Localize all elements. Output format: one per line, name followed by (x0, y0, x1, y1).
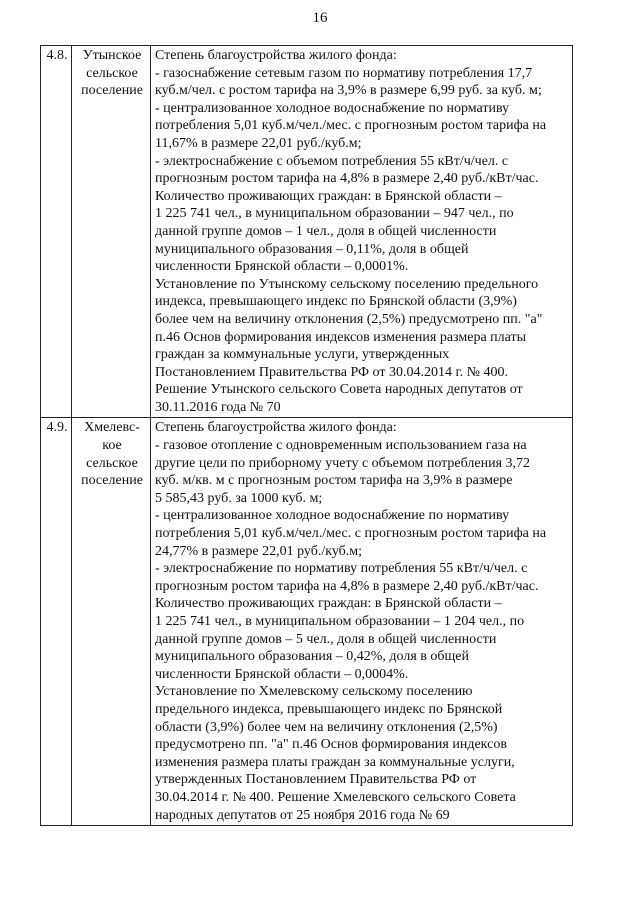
description-line: 24,77% в размере 22,01 руб./куб.м; (155, 543, 363, 559)
page-number: 16 (312, 10, 328, 26)
description-line: народных депутатов от 25 ноября 2016 года № 69 (155, 807, 450, 823)
description-line: - централизованное холодное водоснабжение по нормативу (155, 100, 510, 116)
description-line: - централизованное холодное водоснабжение по нормативу (155, 508, 510, 524)
description-line: Постановлением Правительства РФ от 30.04.2014 г. № 400. (155, 364, 509, 380)
description-line: Степень благоустройства жилого фонда: (155, 48, 397, 63)
description-line: 30.11.2016 года № 70 (155, 399, 281, 415)
description-cell (151, 418, 573, 826)
description-line: численности Брянской области – 0,0004%. (155, 666, 409, 682)
description-line: более чем на величину отклонения (2,5%) предусмотрено пп. "а" (155, 311, 543, 327)
description-line: куб.м/чел. с ростом тарифа на 3,9% в размере 6,99 руб. за куб. м; (155, 83, 542, 99)
description-line: области (3,9%) более чем на величину отклонения (2,5%) (155, 719, 498, 735)
row-number-cell: 4.9. (41, 418, 72, 826)
description-line: 1 225 741 чел., в муниципальном образовании – 1 204 чел., по (155, 614, 525, 629)
settlement-cell (72, 418, 151, 826)
description-line: изменения размера платы граждан за коммунальные услуги, (155, 754, 515, 770)
description-line: утвержденных Постановлением Правительства РФ от (155, 772, 477, 788)
description-line: предусмотрено пп. "а" п.46 Основ формирования индексов (155, 737, 507, 753)
description-line: Количество проживающих граждан: в Брянской области – (155, 596, 502, 612)
description-line: данной группе домов – 5 чел., доля в общей численности (155, 631, 497, 647)
settlement-name-line: поселение (81, 473, 143, 489)
description-line: - электроснабжение по нормативу потребления 55 кВт/ч/чел. с (155, 561, 528, 577)
description-line: п.46 Основ формирования индексов изменения размера платы (155, 329, 527, 345)
table-row (41, 46, 573, 418)
description-line: - электроснабжение с объемом потребления 55 кВт/ч/чел. с (155, 153, 509, 169)
description-line: предельного индекса, превышающего индекс по Брянской (155, 701, 503, 717)
description-line: Установление по Утынскому сельскому поселению предельного (155, 276, 539, 292)
description-line: 11,67% в размере 22,01 руб./куб.м; (155, 135, 362, 151)
description-line: численности Брянской области – 0,0001%. (155, 259, 409, 275)
description-line: 5 585,43 руб. за 1000 куб. м; (155, 490, 323, 506)
settlement-name-line: поселение (81, 83, 143, 99)
table-body (41, 46, 573, 826)
description-line: другие цели по приборному учету с объемом потребления 3,72 (155, 455, 531, 471)
description-line: потребления 5,01 куб.м/чел./мес. с прогнозным ростом тарифа на (155, 118, 547, 134)
description-line: Установление по Хмелевскому сельскому поселению (155, 684, 473, 700)
description-line: Количество проживающих граждан: в Брянской области – (155, 188, 502, 204)
settlement-name-line: сельское (86, 455, 138, 471)
settlement-name-line: кое (102, 438, 122, 454)
settlement-name-line: сельское (86, 65, 138, 81)
row-number-cell: 4.8. (41, 46, 72, 418)
tariff-table (40, 45, 573, 826)
description-line: индекса, превышающего индекс по Брянской области (3,9%) (155, 294, 517, 310)
description-line: муниципального образования – 0,42%, доля в общей (155, 649, 470, 665)
description-cell (151, 46, 573, 418)
settlement-cell (72, 46, 151, 418)
description-line: - газоснабжение сетевым газом по нормативу потребления 17,7 (155, 65, 533, 81)
description-line: Степень благоустройства жилого фонда: (155, 420, 397, 436)
description-line: граждан за коммунальные услуги, утвержденных (155, 347, 450, 363)
description-line: данной группе домов – 1 чел., доля в общей численности (155, 223, 497, 239)
description-line: 1 225 741 чел., в муниципальном образовании – 947 чел., по (155, 206, 514, 222)
table-row (41, 418, 573, 826)
description-line: прогнозным ростом тарифа на 4,8% в размере 2,40 руб./кВт/час. (155, 171, 539, 187)
description-line: 30.04.2014 г. № 400. Решение Хмелевского сельского Совета (155, 789, 516, 805)
description-line: Решение Утынского сельского Совета народных депутатов от (155, 382, 523, 398)
description-line: - газовое отопление с одновременным использованием газа на (155, 438, 527, 454)
description-line: прогнозным ростом тарифа на 4,8% в размере 2,40 руб./кВт/час. (155, 578, 539, 594)
description-line: муниципального образования – 0,11%, доля в общей (155, 241, 469, 257)
description-line: куб. м/кв. м с прогнозным ростом тарифа на 3,9% в размере (155, 473, 513, 489)
settlement-name-line: Хмелевс- (84, 420, 140, 436)
description-line: потребления 5,01 куб.м/чел./мес. с прогнозным ростом тарифа на (155, 526, 547, 542)
settlement-name-line: Утынское (82, 48, 142, 63)
